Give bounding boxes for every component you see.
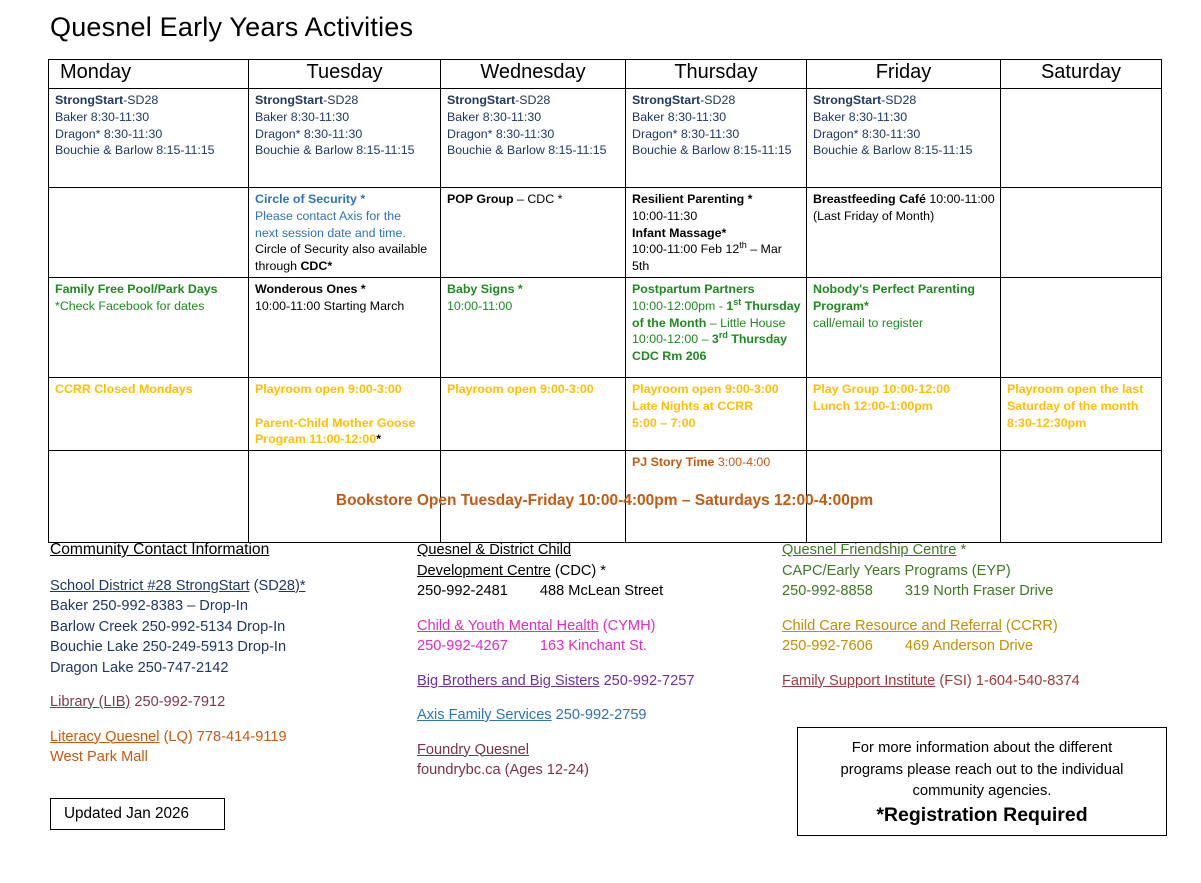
- contact-link[interactable]: Child Care Resource and Referral: [782, 617, 1002, 634]
- text-line: [813, 398, 996, 415]
- text-line: [55, 281, 244, 298]
- text-run: Postpartum Partners: [632, 281, 755, 296]
- text-run: -SD28: [123, 93, 159, 107]
- text-line: [417, 561, 777, 582]
- contact-section-heading: Community Contact Information: [50, 541, 270, 558]
- text-line: [632, 381, 802, 398]
- text-line: [447, 109, 621, 126]
- text-run: 488 McLean Street: [539, 583, 664, 599]
- text-run: 1: [726, 298, 734, 313]
- text-run: (SD: [249, 577, 279, 594]
- contact-block: [782, 616, 1187, 657]
- text-line: [50, 747, 410, 768]
- text-run: Baby Signs *: [447, 281, 523, 296]
- text-line: [632, 241, 802, 258]
- text-run: Playroom open the last: [1007, 381, 1144, 396]
- text-run: Saturday of the month: [1007, 398, 1139, 413]
- text-run: StrongStart: [447, 93, 516, 107]
- text-run: -SD28: [700, 93, 736, 107]
- text-line: [782, 616, 1187, 637]
- schedule-cell: [249, 377, 441, 450]
- text-line: [782, 540, 1187, 561]
- text-line: [55, 109, 244, 126]
- text-run: Wonderous Ones *: [255, 281, 366, 296]
- text-run: -SD28: [515, 93, 551, 107]
- text-run: call/email to register: [813, 315, 924, 330]
- schedule-cell: [1001, 377, 1162, 450]
- text-line: [255, 431, 436, 448]
- text-run: StrongStart: [55, 93, 124, 107]
- schedule-cell: [626, 277, 807, 377]
- text-run: Baker 8:30-11:30: [813, 109, 908, 124]
- schedule-cell: [249, 188, 441, 278]
- text-line: [417, 616, 777, 637]
- contact-link[interactable]: Quesnel & District Child: [417, 542, 572, 558]
- text-line: [255, 225, 436, 242]
- text-run: Playroom open 9:00-3:00: [255, 381, 402, 396]
- text-line: [50, 576, 410, 597]
- schedule-cell: [1001, 188, 1162, 278]
- contact-link[interactable]: Quesnel Friendship Centre: [782, 542, 957, 558]
- text-line: [55, 381, 244, 398]
- day-header-monday: Monday: [49, 60, 249, 89]
- schedule-cell: [49, 89, 249, 188]
- text-run: 10:00-11:00: [447, 298, 513, 313]
- text-line: [813, 208, 996, 225]
- text-run: CDC*: [300, 259, 333, 274]
- schedule-cell: [441, 188, 626, 278]
- text-run: (CCRR): [1001, 617, 1058, 634]
- text-run: Dragon* 8:30-11:30: [813, 126, 921, 141]
- day-header-row: [49, 60, 1162, 89]
- text-run: Late Nights at CCRR: [632, 398, 754, 413]
- text-run: Dragon* 8:30-11:30: [255, 126, 363, 141]
- updated-date-box: [50, 798, 225, 830]
- text-run: (Last Friday of Month): [813, 208, 935, 223]
- text-run: Baker 8:30-11:30: [632, 109, 727, 124]
- day-header-friday: Friday: [807, 60, 1001, 89]
- text-run: *Check Facebook for dates: [55, 298, 205, 313]
- text-line: [1007, 381, 1157, 398]
- text-run: Dragon* 8:30-11:30: [632, 126, 740, 141]
- text-line: [632, 142, 802, 159]
- text-line: [255, 126, 436, 143]
- schedule-row: [49, 188, 1162, 278]
- text-run: 5:00 – 7:00: [632, 415, 696, 430]
- text-line: [813, 191, 996, 208]
- schedule-cell: [249, 277, 441, 377]
- text-run: Bouchie & Barlow 8:15-11:15: [255, 143, 415, 158]
- text-run: through: [255, 259, 301, 274]
- contact-link[interactable]: Child & Youth Mental Health: [417, 617, 599, 634]
- schedule-cell: [807, 89, 1001, 188]
- text-run: next session date and time.: [255, 225, 406, 240]
- text-line: [255, 258, 436, 275]
- text-run: programs please reach out to the individual: [840, 761, 1124, 778]
- text-line: [813, 126, 996, 143]
- text-run: Breastfeeding Café: [813, 192, 930, 206]
- text-run: Program*: [813, 298, 869, 313]
- text-line: [50, 596, 410, 617]
- text-line: [812, 760, 1152, 782]
- text-line: [1007, 398, 1157, 415]
- text-run: 469 Anderson Drive: [904, 638, 1034, 654]
- text-run: – Little House: [709, 315, 786, 330]
- text-run: Bouchie & Barlow 8:15-11:15: [632, 143, 792, 158]
- text-run: rd: [718, 330, 728, 341]
- schedule-cell: [807, 188, 1001, 278]
- text-run: Nobody's Perfect Parenting: [813, 281, 975, 296]
- text-run: Barlow Creek 250-992-5134 Drop-In: [50, 618, 286, 635]
- text-line: [813, 298, 996, 315]
- text-run: For more information about the different: [851, 740, 1113, 756]
- text-run: Dragon Lake 250-747-2142: [50, 659, 229, 676]
- text-line: [632, 281, 802, 298]
- text-line: [255, 208, 436, 225]
- text-line: [447, 298, 621, 315]
- text-run: Baker 250-992-8383 – Drop-In: [50, 598, 248, 614]
- contact-block: [417, 616, 777, 657]
- text-line: [50, 617, 410, 638]
- text-line: [632, 315, 802, 332]
- text-run: Infant Massage*: [632, 225, 727, 240]
- text-run: Bouchie & Barlow 8:15-11:15: [447, 143, 607, 158]
- text-line: [1007, 415, 1157, 432]
- text-run: CDC Rm 206: [632, 349, 707, 364]
- contact-block: [50, 692, 410, 713]
- text-line: [50, 637, 410, 658]
- text-run: 163 Kinchant St.: [539, 638, 647, 654]
- text-line: [255, 381, 436, 398]
- text-run: Playroom open 9:00-3:00: [632, 381, 779, 396]
- text-line: [782, 636, 1187, 657]
- text-line: [812, 738, 1152, 760]
- schedule-cell: [626, 188, 807, 278]
- text-line: [782, 581, 1187, 602]
- text-line: [632, 208, 802, 225]
- text-run: Bouchie & Barlow 8:15-11:15: [813, 143, 973, 158]
- text-run: community agencies.: [912, 783, 1052, 799]
- text-run: st: [733, 296, 742, 307]
- text-line: [813, 381, 996, 398]
- text-line: [632, 398, 802, 415]
- text-run: Please contact Axis for the: [255, 208, 402, 223]
- text-run: Play Group 10:00-12:00: [813, 381, 951, 396]
- text-run: th: [739, 240, 747, 251]
- text-run: 250-992-4267: [417, 638, 508, 654]
- bookstore-hours-note: Bookstore Open Tuesday-Friday 10:00-4:00pm – Saturdays 12:00-4:00pm: [335, 492, 874, 509]
- text-line: [417, 705, 777, 726]
- text-run: StrongStart: [632, 93, 701, 107]
- schedule-cell: [807, 377, 1001, 450]
- text-line: [55, 126, 244, 143]
- schedule-cell: [626, 89, 807, 188]
- contact-column-left: [50, 540, 410, 782]
- contact-link[interactable]: Axis Family Services: [417, 707, 552, 723]
- text-run: CAPC/Early Years Programs (EYP): [782, 562, 1011, 579]
- text-run: (CYMH): [598, 617, 656, 634]
- text-run: Family Free Pool/Park Days: [55, 281, 218, 296]
- activities-table-wrap: [48, 59, 1161, 543]
- text-run: 250-992-7257: [599, 672, 695, 689]
- contact-block: [50, 576, 410, 679]
- updated-date-label: Updated Jan 2026: [64, 805, 190, 822]
- activities-schedule-table: [48, 59, 1162, 543]
- schedule-cell: [807, 277, 1001, 377]
- contact-block: [417, 740, 777, 781]
- schedule-cell: [49, 377, 249, 450]
- text-run: Dragon* 8:30-11:30: [55, 126, 163, 141]
- text-run: -SD28: [881, 93, 917, 107]
- text-run: Baker 8:30-11:30: [447, 109, 542, 124]
- text-run: (LQ) 778-414-9119: [159, 728, 287, 745]
- day-header-tuesday: Tuesday: [249, 60, 441, 89]
- text-line: [417, 581, 777, 602]
- schedule-cell: [441, 277, 626, 377]
- text-run: Parent-Child Mother Goose: [255, 415, 416, 430]
- schedule-cell: [441, 89, 626, 188]
- text-run: *: [956, 542, 967, 558]
- registration-info-box: [797, 727, 1167, 836]
- text-line: [55, 92, 244, 109]
- text-run: 10:00-12:00 –: [632, 332, 712, 347]
- text-run: CCRR Closed Mondays: [55, 381, 193, 396]
- text-run: Circle of Security *: [255, 192, 366, 206]
- text-line: [632, 191, 802, 208]
- text-run: 10:00-11:30: [632, 208, 698, 223]
- text-run: West Park Mall: [50, 749, 148, 765]
- contact-link[interactable]: Library (LIB): [50, 694, 131, 710]
- schedule-cell: [49, 188, 249, 278]
- text-line: [255, 298, 436, 315]
- contact-link[interactable]: Foundry Quesnel: [417, 741, 529, 758]
- text-run: 250-992-2481: [417, 583, 508, 599]
- day-header-thursday: Thursday: [626, 60, 807, 89]
- text-run: *: [376, 432, 382, 447]
- text-run: of the Month: [632, 315, 710, 330]
- text-line: [255, 241, 436, 258]
- text-run: 10:00-11:00 Starting March: [255, 298, 405, 313]
- schedule-cell: [441, 377, 626, 450]
- contact-block: [50, 727, 410, 768]
- text-run: Circle of Security also available: [255, 242, 428, 257]
- text-run: (CDC) *: [550, 562, 606, 579]
- contact-link[interactable]: Development Centre: [417, 562, 551, 579]
- schedule-row: [49, 377, 1162, 450]
- text-line: [255, 191, 436, 208]
- text-line: [447, 281, 621, 298]
- info-box-text: [812, 738, 1152, 803]
- text-run: 10:00-12:00pm -: [632, 298, 727, 313]
- text-line: [417, 740, 777, 761]
- text-line: [255, 109, 436, 126]
- text-run: 10:00-11:00: [929, 192, 995, 206]
- text-line: [417, 671, 777, 692]
- text-run: Program 11:00-12:00: [255, 432, 377, 447]
- text-run: 10:00-11:00 Feb 12: [632, 242, 740, 257]
- text-line: [447, 191, 621, 208]
- text-line: [632, 109, 802, 126]
- text-run: (FSI) 1-604-540-8374: [935, 672, 1080, 689]
- text-run: 319 North Fraser Drive: [904, 583, 1054, 599]
- text-line: [813, 281, 996, 298]
- text-run: 250-992-7606: [782, 638, 873, 654]
- contact-column-middle: [417, 540, 777, 795]
- text-run: – Mar: [746, 242, 782, 257]
- text-run: Baker 8:30-11:30: [255, 109, 350, 124]
- text-run: -SD28: [323, 93, 359, 107]
- contact-block: [782, 540, 1187, 602]
- text-line: [447, 92, 621, 109]
- text-line: [782, 561, 1187, 582]
- contact-link[interactable]: 28)*: [278, 577, 306, 594]
- page-title: Quesnel Early Years Activities: [50, 12, 414, 42]
- schedule-row: [49, 277, 1162, 377]
- text-line: [632, 126, 802, 143]
- schedule-row: [49, 89, 1162, 188]
- contact-block: [782, 671, 1187, 692]
- contact-link[interactable]: Literacy Quesnel: [50, 728, 160, 745]
- text-run: 250-992-7912: [130, 694, 226, 710]
- text-line: [632, 258, 802, 275]
- text-run: Thursday: [741, 298, 801, 313]
- text-line: [447, 142, 621, 159]
- text-line: [255, 142, 436, 159]
- text-line: [632, 348, 802, 365]
- text-line: [417, 540, 777, 561]
- text-run: Lunch 12:00-1:00pm: [813, 398, 933, 413]
- text-line: [632, 92, 802, 109]
- text-run: Thursday: [727, 332, 788, 347]
- text-run: 5th: [632, 259, 650, 274]
- text-line: [50, 727, 410, 748]
- text-run: StrongStart: [813, 93, 882, 107]
- text-line: [813, 92, 996, 109]
- text-run: POP Group: [447, 192, 517, 206]
- text-run: StrongStart: [255, 93, 324, 107]
- text-line: [50, 692, 410, 713]
- text-line: [447, 381, 621, 398]
- text-line: [417, 760, 777, 781]
- text-run: 250-992-8858: [782, 583, 873, 599]
- text-line: [813, 109, 996, 126]
- text-line: [255, 415, 436, 432]
- text-line: [55, 298, 244, 315]
- text-run: Baker 8:30-11:30: [55, 109, 150, 124]
- schedule-cell: [49, 277, 249, 377]
- contact-link[interactable]: Big Brothers and Big Sisters: [417, 672, 600, 689]
- text-run: Bouchie & Barlow 8:15-11:15: [55, 143, 215, 158]
- text-run: Resilient Parenting *: [632, 192, 753, 206]
- contact-block: [417, 540, 777, 602]
- day-header-saturday: Saturday: [1001, 60, 1162, 89]
- contact-link[interactable]: School District #28 StrongStart: [50, 577, 250, 594]
- contact-link[interactable]: Family Support Institute: [782, 672, 936, 689]
- text-line: [632, 415, 802, 432]
- text-line: [812, 781, 1152, 803]
- text-line: [417, 636, 777, 657]
- text-run: Bouchie Lake 250-249-5913 Drop-In: [50, 639, 287, 655]
- schedule-cell: [1001, 89, 1162, 188]
- text-run: 3: [711, 332, 719, 347]
- text-line: [813, 315, 996, 332]
- text-run: – CDC *: [517, 192, 563, 206]
- contact-block: [417, 671, 777, 692]
- schedule-cell: [249, 89, 441, 188]
- schedule-cell: [626, 377, 807, 450]
- text-run: 8:30-12:30pm: [1007, 415, 1087, 430]
- text-run: 250-992-2759: [551, 707, 647, 723]
- text-line: [632, 331, 802, 348]
- registration-required-note: *Registration Required: [876, 803, 1088, 826]
- text-line: [255, 92, 436, 109]
- text-line: [632, 298, 802, 315]
- text-run: 3:00-4:00: [717, 455, 771, 470]
- text-line: [782, 671, 1187, 692]
- text-line: [447, 126, 621, 143]
- text-run: foundrybc.ca (Ages 12-24): [417, 762, 589, 778]
- text-line: [632, 454, 802, 471]
- text-line: [255, 281, 436, 298]
- text-run: Playroom open 9:00-3:00: [447, 381, 594, 396]
- text-run: PJ Story Time: [632, 455, 718, 470]
- text-line: [50, 658, 410, 679]
- contact-block: [417, 705, 777, 726]
- text-run: Dragon* 8:30-11:30: [447, 126, 555, 141]
- text-line: [55, 142, 244, 159]
- text-line: [632, 225, 802, 242]
- schedule-cell: [1001, 277, 1162, 377]
- text-line: [255, 398, 436, 415]
- day-header-wednesday: Wednesday: [441, 60, 626, 89]
- contact-column-right: [782, 540, 1187, 705]
- text-line: [813, 142, 996, 159]
